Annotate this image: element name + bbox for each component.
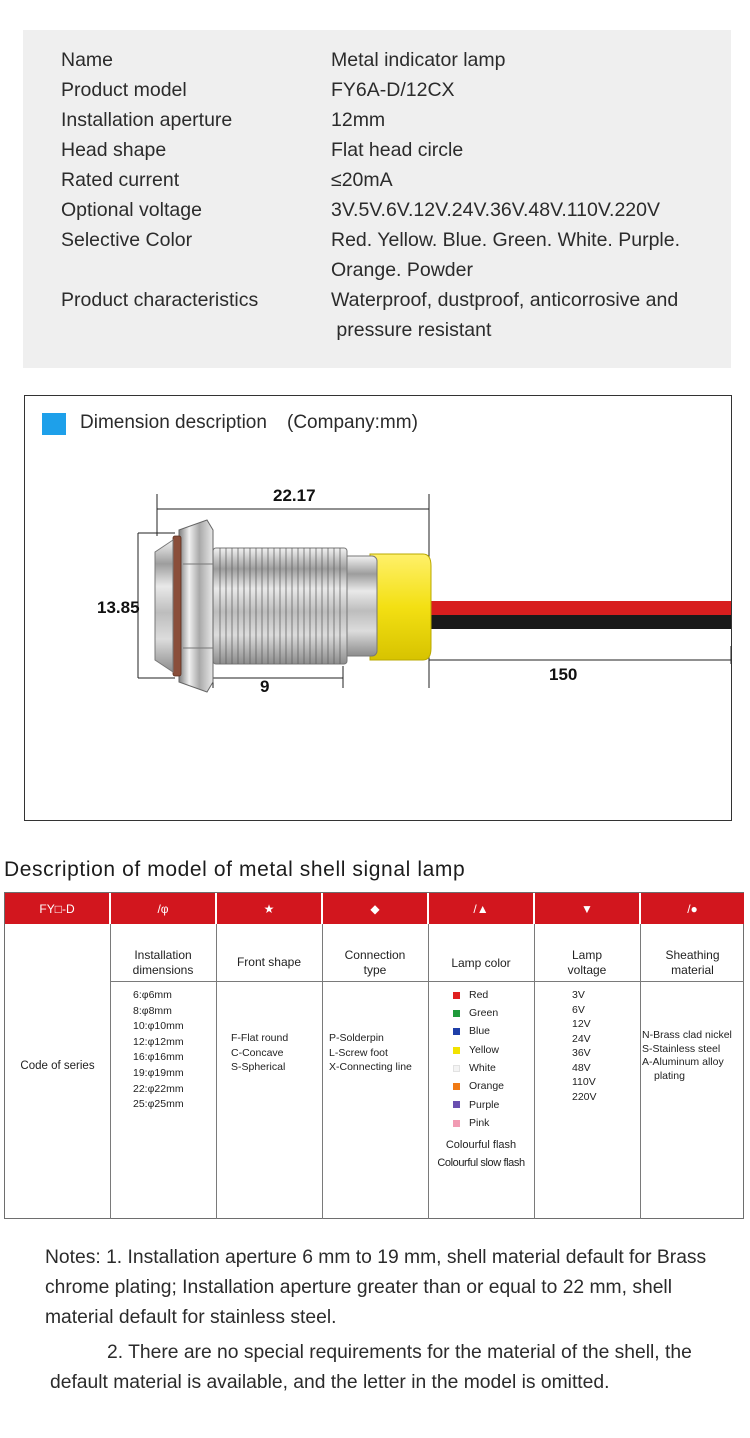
spec-key: Product characteristics bbox=[61, 289, 259, 311]
spec-value: 12mm bbox=[331, 109, 386, 131]
list-item: 10:φ10mm bbox=[133, 1020, 184, 1033]
list-item: plating bbox=[654, 1069, 685, 1082]
list-item: 12:φ12mm bbox=[133, 1035, 184, 1048]
list-item: 24V bbox=[572, 1032, 591, 1045]
grid-line bbox=[110, 981, 744, 982]
list-item: 220V bbox=[572, 1090, 597, 1103]
note-2-line-1: 2. There are no special requirements for the material of the shell, the bbox=[107, 1342, 692, 1363]
subheader-line: voltage bbox=[567, 963, 607, 977]
list-item: C-Concave bbox=[231, 1046, 284, 1059]
spec-panel bbox=[23, 30, 731, 368]
purple-swatch-icon bbox=[453, 1101, 460, 1108]
list-item: 22:φ22mm bbox=[133, 1082, 184, 1095]
dimension-diameter-label: 13.85 bbox=[97, 598, 140, 617]
header-color-code: /▲ bbox=[429, 893, 533, 924]
connection-list bbox=[329, 1031, 412, 1075]
subheader-line: Lamp bbox=[571, 948, 603, 962]
list-item: 3V bbox=[572, 989, 585, 1001]
hex-nut bbox=[179, 520, 213, 692]
color-label: Red bbox=[469, 988, 489, 1001]
subheader-lamp-color: Lamp color bbox=[451, 956, 511, 970]
list-item: 16:φ16mm bbox=[133, 1051, 184, 1064]
subheader-line: dimensions bbox=[132, 963, 194, 977]
list-item: 48V bbox=[572, 1061, 591, 1074]
green-swatch-icon bbox=[453, 1010, 460, 1017]
pink-swatch-icon bbox=[453, 1120, 460, 1127]
dimension-panel bbox=[24, 395, 732, 821]
color-label: Blue bbox=[469, 1025, 491, 1038]
header-sheathing-code: /● bbox=[641, 893, 744, 924]
note-1-line-2: chrome plating; Installation aperture greater than or equal to 22 mm, shell bbox=[45, 1277, 672, 1298]
sheathing-list bbox=[642, 1029, 732, 1083]
dimension-unit: (Company:mm) bbox=[287, 412, 418, 433]
color-item-red bbox=[453, 986, 504, 1004]
list-item: 25:φ25mm bbox=[133, 1098, 184, 1111]
blue-swatch-icon bbox=[453, 1028, 460, 1035]
color-label: Pink bbox=[469, 1116, 490, 1129]
subheader-dimensions bbox=[111, 948, 215, 978]
yellow-swatch-icon bbox=[453, 1047, 460, 1054]
note-2-line-2: default material is available, and the letter in the model is omitted. bbox=[50, 1372, 610, 1393]
spec-value: Metal indicator lamp bbox=[331, 49, 506, 71]
spec-key: Installation aperture bbox=[61, 109, 233, 131]
list-item: L-Screw foot bbox=[329, 1046, 388, 1059]
dimension-length-label: 22.17 bbox=[273, 486, 316, 505]
list-item: 6V bbox=[572, 1003, 585, 1016]
model-table-title: Description of model of metal shell signal lamp bbox=[4, 858, 466, 881]
header-diameter-code: /φ bbox=[111, 893, 215, 924]
color-label: Purple bbox=[469, 1098, 500, 1111]
spec-value: Orange. Powder bbox=[331, 259, 473, 281]
dimensions-list bbox=[133, 988, 184, 1113]
note-1-line-1: Notes: 1. Installation aperture 6 mm to 19 mm, shell material default for Brass bbox=[45, 1247, 707, 1268]
list-item: A-Aluminum alloy bbox=[642, 1056, 724, 1068]
color-label: White bbox=[469, 1062, 496, 1075]
color-label: Green bbox=[469, 1007, 499, 1020]
flash-list bbox=[429, 1136, 533, 1172]
subheader-front-shape: Front shape bbox=[236, 955, 302, 969]
list-item: 19:φ19mm bbox=[133, 1066, 184, 1079]
color-item-blue bbox=[453, 1023, 504, 1041]
list-item: 12V bbox=[572, 1018, 591, 1030]
list-item: 8:φ8mm bbox=[133, 1004, 172, 1017]
color-item-purple bbox=[453, 1096, 504, 1114]
spec-key: Head shape bbox=[61, 139, 167, 161]
dimension-title: Dimension description bbox=[80, 412, 267, 433]
row-label: Code of series bbox=[20, 1060, 95, 1072]
list-item: Colourful flash bbox=[445, 1139, 517, 1151]
spec-key: Rated current bbox=[61, 169, 180, 191]
list-item: S-Spherical bbox=[231, 1061, 286, 1073]
spec-value: FY6A-D/12CX bbox=[331, 79, 455, 101]
subheader-voltage bbox=[535, 948, 639, 978]
list-item: N-Brass clad nickel bbox=[642, 1029, 732, 1041]
spec-value: Flat head circle bbox=[331, 139, 464, 161]
spec-key: Name bbox=[61, 49, 114, 71]
dimension-thread-label: 9 bbox=[260, 677, 270, 696]
spec-value: 3V.5V.6V.12V.24V.36V.48V.110V.220V bbox=[331, 199, 660, 221]
model-table bbox=[4, 892, 744, 1219]
spec-key: Selective Color bbox=[61, 229, 193, 251]
header-connection-code: ◆ bbox=[323, 893, 427, 924]
orange-swatch-icon bbox=[453, 1083, 460, 1090]
list-item: P-Solderpin bbox=[329, 1032, 384, 1044]
list-item: F-Flat round bbox=[231, 1032, 289, 1044]
subheader-line: Connection bbox=[344, 948, 406, 962]
subheader-line: Installation bbox=[134, 948, 192, 962]
spec-value: pressure resistant bbox=[331, 319, 492, 341]
header-front-code: ★ bbox=[217, 893, 321, 924]
dimension-wire-label: 150 bbox=[549, 665, 578, 684]
list-item: 36V bbox=[572, 1047, 591, 1059]
list-item: Colourful slow flash bbox=[437, 1157, 525, 1169]
color-item-pink bbox=[453, 1114, 504, 1132]
subheader-connection bbox=[323, 948, 427, 978]
color-label: Yellow bbox=[469, 1043, 499, 1056]
color-item-white bbox=[453, 1059, 504, 1077]
color-list bbox=[453, 986, 504, 1132]
list-item: X-Connecting line bbox=[329, 1061, 412, 1073]
color-item-green bbox=[453, 1004, 504, 1022]
spec-key: Optional voltage bbox=[61, 199, 202, 221]
color-item-orange bbox=[453, 1077, 504, 1095]
color-label: Orange bbox=[469, 1080, 505, 1093]
subheader-line: Sheathing bbox=[665, 948, 720, 962]
list-item: 110V bbox=[572, 1076, 596, 1088]
list-item: S-Stainless steel bbox=[642, 1042, 721, 1055]
white-swatch-icon bbox=[453, 1065, 460, 1072]
header-series-code: FY□-D bbox=[5, 893, 109, 924]
spec-value: Red. Yellow. Blue. Green. White. Purple. bbox=[331, 229, 681, 251]
flat-head bbox=[155, 540, 173, 672]
washer bbox=[173, 536, 181, 676]
front-shape-list bbox=[231, 1031, 288, 1075]
spec-value: ≤20mA bbox=[331, 169, 393, 191]
list-item: 6:φ6mm bbox=[133, 989, 172, 1001]
wires bbox=[421, 601, 731, 629]
subheader-line: type bbox=[363, 963, 387, 977]
subheader-sheathing bbox=[641, 948, 744, 978]
note-1-line-3: material default for stainless steel. bbox=[45, 1307, 337, 1328]
voltage-list bbox=[572, 988, 597, 1104]
yellow-cap bbox=[370, 554, 431, 660]
header-voltage-code: ▼ bbox=[535, 893, 639, 924]
subheader-line: material bbox=[671, 963, 714, 977]
color-item-yellow bbox=[453, 1041, 504, 1059]
spec-value: Waterproof, dustproof, anticorrosive and bbox=[331, 289, 679, 311]
red-swatch-icon bbox=[453, 992, 460, 999]
spec-key: Product model bbox=[61, 79, 187, 101]
rear-collar bbox=[343, 556, 377, 656]
